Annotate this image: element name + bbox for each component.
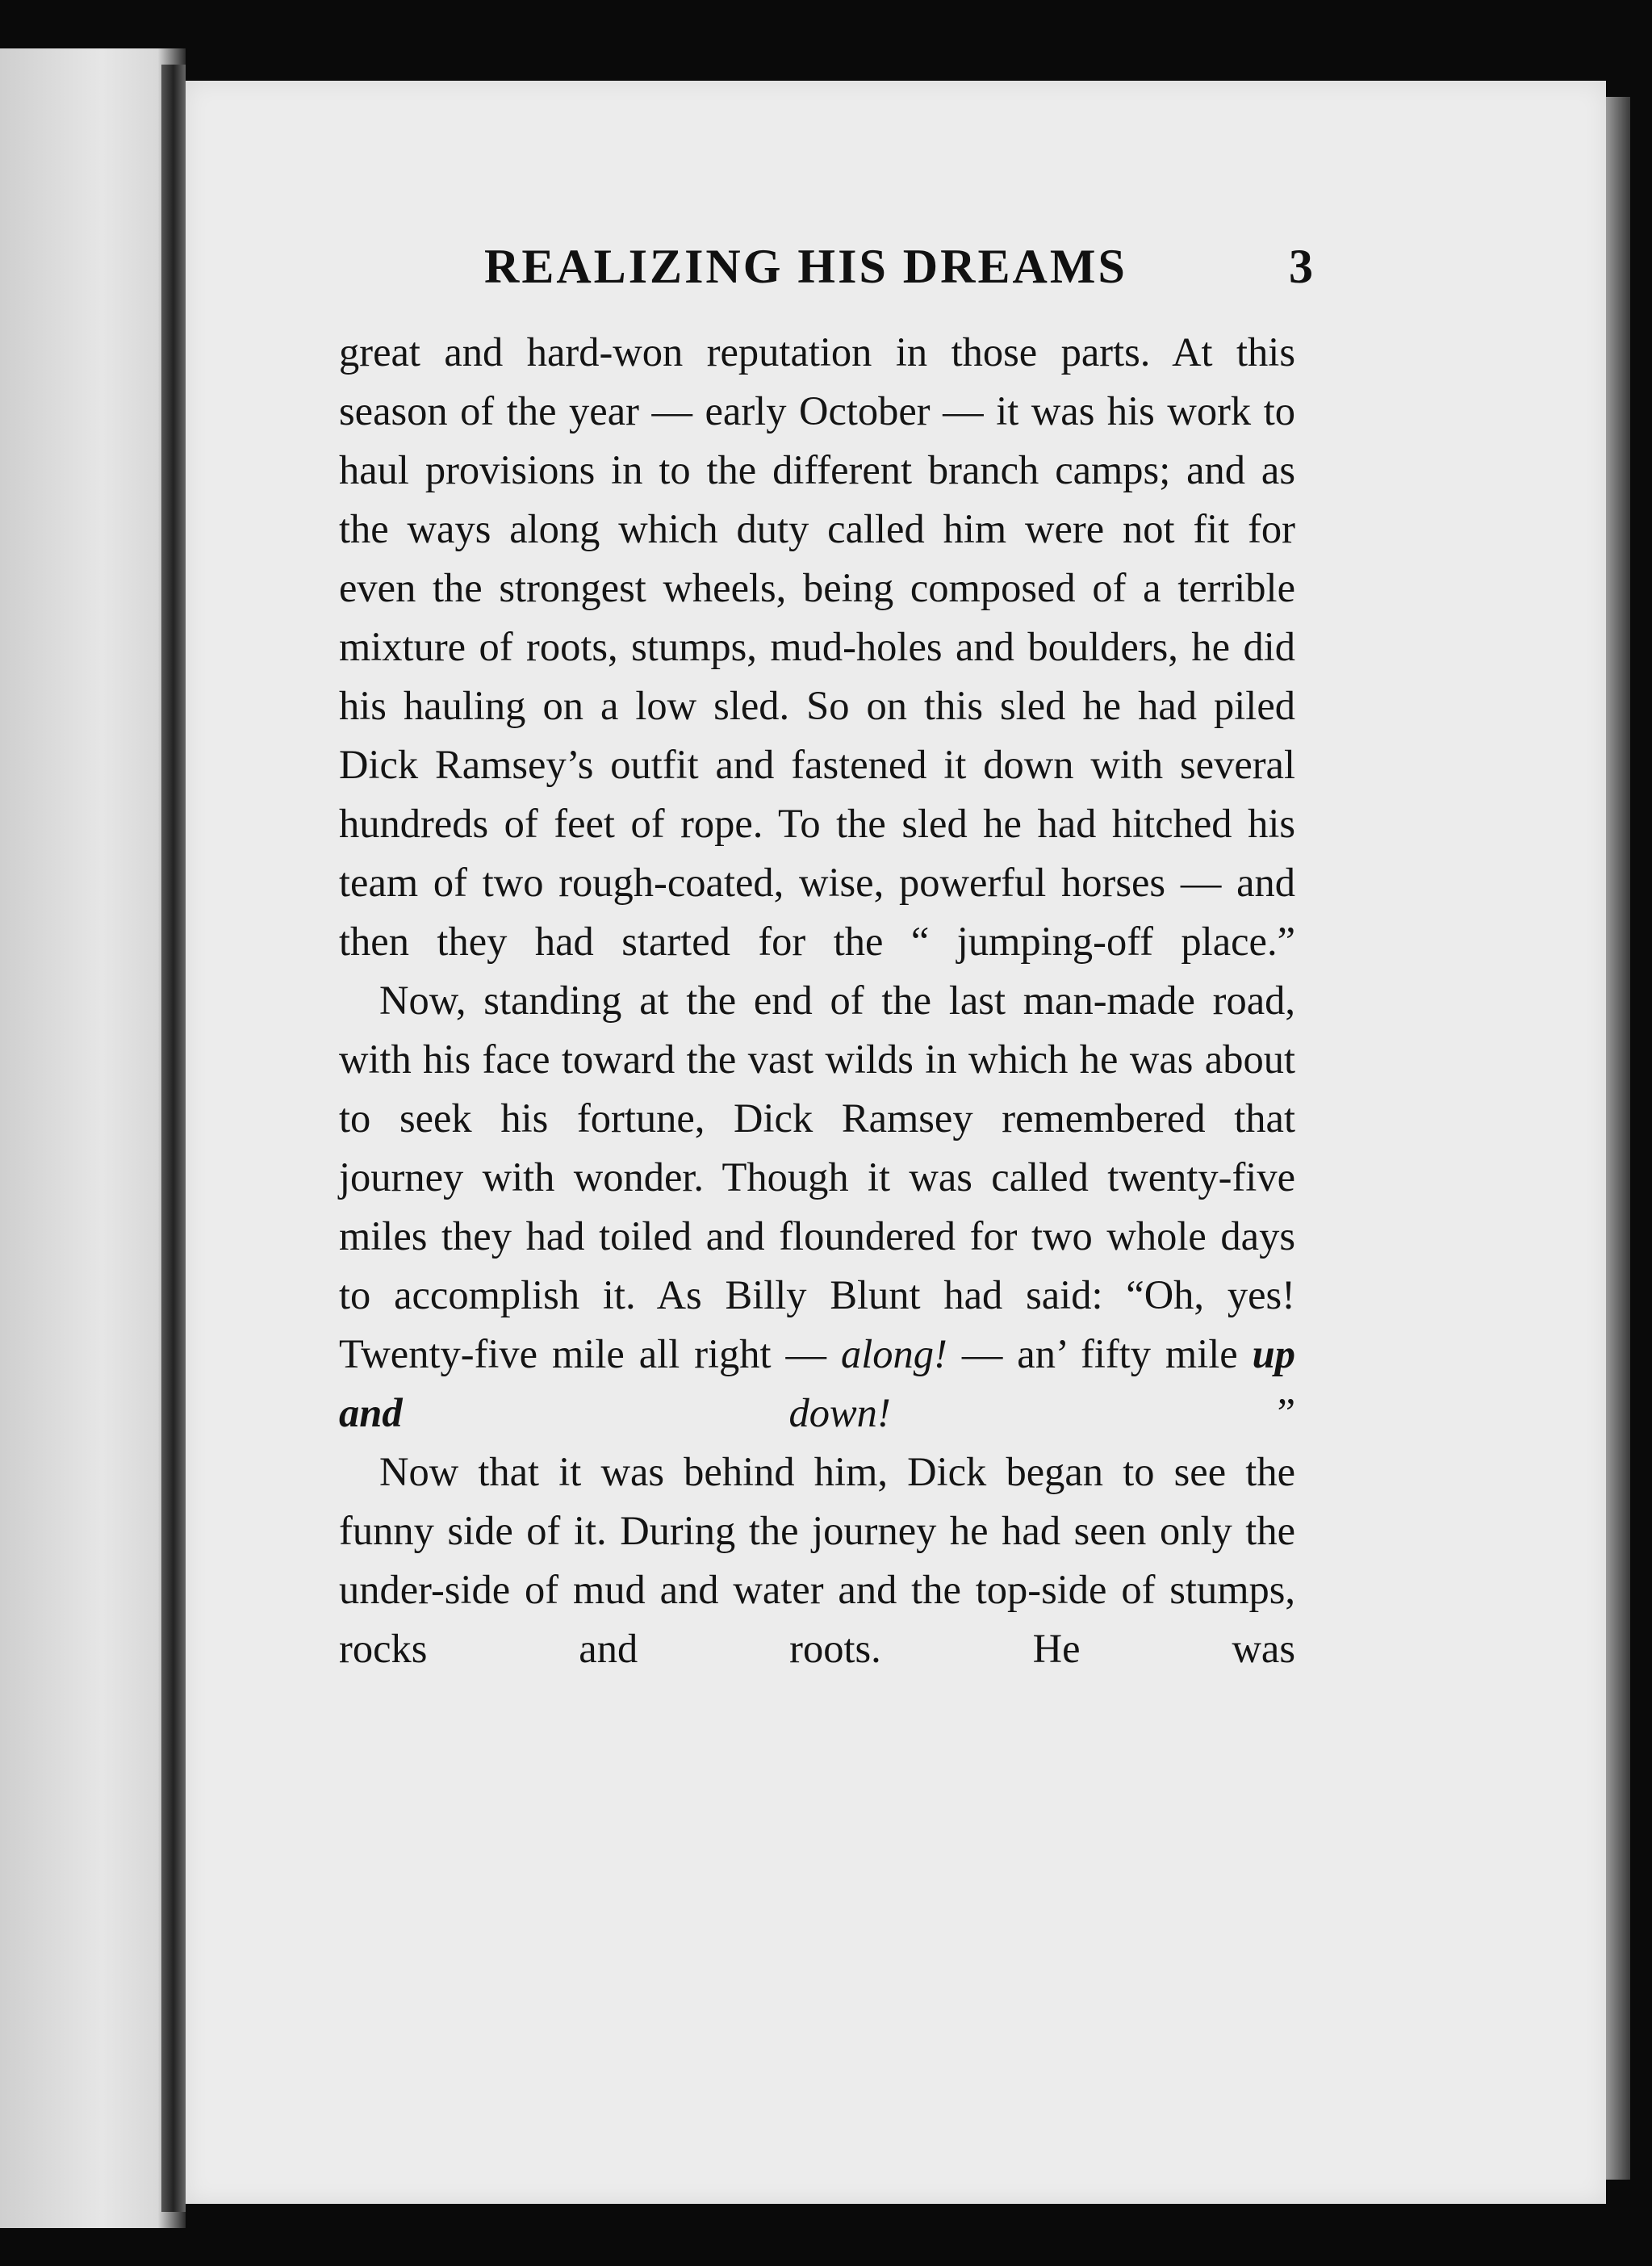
page-number: 3 xyxy=(1289,240,1315,293)
paragraph-2-text-before: Now, standing at the end of the last man-made road, with his face toward the vast wilds in which he was about to seek his fortune, Dick Ramsey remembered that journey with wonder. Though it was called twenty-five miles they had toiled and floundered for two whole days to accomplish it. As Billy Blunt had said: “Oh, yes! Twenty-five mile all right — xyxy=(339,978,1295,1376)
running-title: REALIZING HIS DREAMS xyxy=(484,240,1127,293)
paragraph-2-text-after: ” xyxy=(890,1390,1296,1435)
facing-page-margin xyxy=(0,48,186,2228)
paragraph-3: Now that it was behind him, Dick began to see the funny side of it. During the journey he had seen only the under-side of mud and water and the top-side of stumps, rocks and roots. He was xyxy=(339,1449,1295,1671)
running-header xyxy=(484,238,1315,295)
page-right-edge xyxy=(1606,97,1630,2180)
binding-edge xyxy=(161,65,186,2212)
paragraph-2-italic-along: along! xyxy=(841,1331,947,1376)
paragraph-2-bold-italic: up and xyxy=(339,1331,1295,1435)
body-text xyxy=(339,323,1295,1678)
paragraph-2-italic-down: down! xyxy=(402,1390,891,1435)
paragraph-2 xyxy=(339,971,1295,1443)
paragraph-2-text-middle: — an’ fifty mile xyxy=(947,1331,1253,1376)
paragraph-1: great and hard-won reputation in those parts. At this season of the year — early October — it was his work to haul provisions in to the different branch camps; and as the ways along which duty called him were not fit for even the strongest wheels, being composed of a terrible mixture of roots, stumps, mud-holes and boulders, he did his hauling on a low sled. So on this sled he had piled Dick Ramsey’s outfit and fastened it down with several hundreds of feet of rope. To the sled he had hitched his team of two rough-coated, wise, powerful horses — and then they had started for the “ jumping-off place.” xyxy=(339,329,1295,964)
